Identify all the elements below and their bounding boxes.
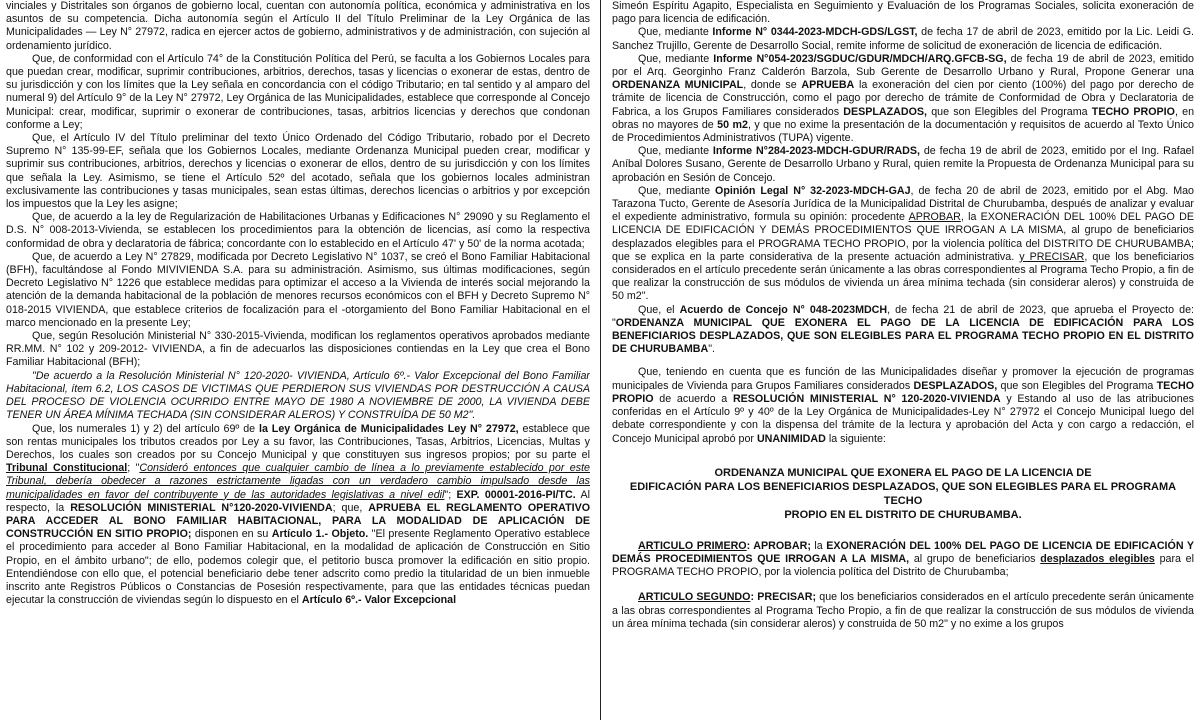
paragraph-rentas-municipales [6,423,590,608]
text-run-bold: DESPLAZADOS, [843,105,928,118]
text-run-bold: APRUEBA EL REGLAMENTO OPERATIVO PARA ACCEDER AL BONO FAMILIAR HABITACIONAL, PARA LA MODALIDAD DE APLICACIÓN DE CONSTRUCCIÓN EN SITIO PROPIO; [6,501,590,541]
text-run-bold: Acuerdo de Concejo N° 048-2023MDCH [679,303,888,316]
article-heading: ARTICULO PRIMERO [638,539,747,552]
paragraph-solicitud: Simeón Espíritu Agapito, Especialista en Seguimiento y Evaluación de los Programas Sociales, solicita exoneración de pago para licencia de edificación. [612,0,1194,26]
text-run-bold: RESOLUCIÓN MINISTERIAL N° 120-2020-VIVIENDA [732,392,1001,405]
text-run: de fecha 19 de abril de 2023, emitido por el Ing. Rafael Aníbal Dolores Susano, Gerente de Desarrollo Urbano y Rural, quien remite la Propuesta de Ordenanza Municipal para su aprobación en Sesión de Concejo. [612,145,1194,184]
text-run-bold: TECHO PROPIO [1091,105,1175,118]
text-run: , la EXONERACIÓN DEL 100% DEL PAGO DE LICENCIA DE EDIFICACIÓN Y DEMÁS PROCEDIMIENTOS QUE IRROGAN A LA MISMA, al grupo de beneficiarios desplazados elegibles para el PROGRAMA TECHO PROPIO, por la violencia política del DISTRITO DE CHURUBAMBA; que se explica en la parte considerativa de la presente actuación administrativa. [612,211,1194,263]
text-run: "El presente Reglamento Operativo establece el procedimiento para acceder al Bono Familiar Habitacional, en la modalidad de aplicación de Construcción en Sitio Propio, en el ámbito urbano"; de ello, podemos colegir que, el petitorio busca promover la edificación en sitio propio. Entendiéndose con ello que, el potencial beneficiario debe tener adscrito como predio la titularidad de un bien inmueble inscrito ante Registros Públicos o Constancias de Posesión respectivamente, para que las entidades técnicas puedan ejecutar la construcción de viviendas según lo dispuesto en el [6,528,590,607]
text-run-bold: : PRECISAR; [750,591,817,604]
text-run: la [810,539,827,552]
text-run: , que los beneficiarios considerados en el artículo precedente serán únicamente a las obras correspondientes al Programa Techo Propio, a fin de que realizar la construcción de sus módulos de vivienda un área mínima techada (sin considerar aleros) y construida de 50 m2". [612,250,1194,303]
spacer [612,579,1194,591]
paragraph-codigo-tributario: Que, el Artículo IV del Título preliminar del texto Único Ordenado del Código Tributario, robado por el Decreto Supremo N° 135-99-EF, señala que los Gobiernos Locales, mediante Ordenanza Municipal pueden crear, modificar y suprimir sus contribuciones, arbitrios, derechos y licencias o exonerar de ellos, dentro de su jurisdicción y con los límites que señala la Ley. Asimismo, se tiene el Artículo 52º del acotado, señala que los gobiernos locales administran exclusivamente las contribuciones y tasas municipales, sean estas últimas, derechos licencias o arbitrios y por excepción los impuestos que la Ley les asigne; [6,132,590,211]
text-run: , de fecha 21 de abril de 2023, que aprueba el Proyecto de: " [612,303,1194,329]
text-run: ; que, [332,501,369,514]
paragraph-informe-054 [612,53,1194,145]
text-run-bold: : APROBAR; [746,539,811,552]
text-run-bold: Artículo 1.- Objeto. [271,528,369,541]
text-run: que los beneficiarios considerados en el artículo precedente serán únicamente a las obras correspondientes al Programa Techo Propio, a fin de que realizar la construcción de sus módulos de vivienda un área mínima techada (sin considerar aleros) y construida de 50 m2" y no exime a los grupos [612,591,1194,630]
text-run: , de fecha 20 de abril de 2023, emitido por el Abg. Mao Tarazona Tucto, Gerente de Asesoría Jurídica de la Municipalidad Distrital de Churubamba, después de analizar y evaluar el expediente administrativo, formula su opinión: procedente [612,184,1194,224]
paragraph-ley-27829: Que, de acuerdo a Ley N° 27829, modificada por Decreto Legislativo N° 1037, se creó el Bono Familiar Habitacional (BFH), facultándose al Fondo MIVIVIENDA S.A. para su administración. Asimismo, sus últimas modificaciones, según Decreto Legislativo N° 1226 que establece medidas para optimizar el acceso a la Vivienda de interés social mejorando la atención de la demanda habitacional de la población de menores recursos económicos con el BFH y Decreto Supremo N° 018-2015 VIVIENDA, que establece criterios de focalización para el -otorgamiento del Bono Familiar Habitacional en el marco mencionado en la presente Ley; [6,250,590,329]
text-run: Que, mediante [638,52,714,65]
quote-rm-120: "De acuerdo a la Resolución Ministerial N° 120-2020- VIVIENDA, Artículo 6º.- Valor Excepcional del Bono Familiar Habitacional, ítem 6.2, LOS CASOS DE VICTIMAS QUE PERDIERON SUS VIVIENDAS POR DESTRUCCIÓN A CAUSA DEL PROCESO DE VIOLENCIA OCURRIDO ENTRE MAYO DE 1980 A NOVIEMBRE DE 2000, LA VIVIENDA DEBE TENER UN ÁREA MÍNIMA TECHADA (SIN CONSIDERAR ALEROS) Y CONSTRUÍDA DE 50 M2". [6,369,590,422]
paragraph-ley-29090: Que, de acuerdo a la ley de Regularización de Habilitaciones Urbanas y Edificaciones N° 29090 y su Reglamento el D.S. N° 008-2013-Vivienda, se establecen los procedimientos para la obtención de licencias, así como la respectiva conformidad de obra y declaratoria de fábrica; concordante con lo establecido en el Artículo 47' y 50' de la norma acotada; [6,211,590,250]
text-run: Al respecto, la [6,488,590,514]
text-run: al grupo de beneficiarios [909,552,1041,565]
text-run: establece que son rentas municipales los tributos creados por Ley a su favor, las Contribuciones, Tasas, Arbitrios, Licencias, Multas y Derechos, los cuales son creados por su Concejo Municipal y que constituyen sus ingresos propios; por su parte el [6,422,590,461]
text-run-underlined: y PRECISAR [1019,250,1085,263]
text-run-bold: APRUEBA [801,79,855,92]
text-run: que son Elegibles del Programa [997,379,1157,392]
text-run: Que, los numerales 1) y 2) del artículo 69º de [32,422,259,435]
text-run-underlined: APROBAR [908,211,961,224]
paragraph-rm-330: Que, según Resolución Ministerial N° 330-2015-Vivienda, modifican los reglamentos operativos aprobados mediante RR.MM. N° 102 y 209-2012- VIVIENDA, a fin de adecuarlos las disposiciones contiendas en la Ley que crea el Bono Familiar Habitacional (BFH); [6,330,590,369]
text-run-bold: desplazados elegibles [1040,552,1155,565]
text-run-bold: ORDENANZA MUNICIPAL [612,79,744,92]
text-run: ; " [127,462,140,475]
paragraph-acuerdo-concejo [612,304,1194,357]
text-run: la exoneración del cien por ciento (100%) del pago por derecho de trámite de licencia de Construcción, como el pago por derecho de trámite de Conformidad de Obra y Declaratoria de Fabrica, a los Grupos Familiares considerados [612,79,1194,118]
right-column [612,0,1194,720]
text-run: y Estando al uso de las atribuciones conferidas en el Artículo 9º y 40º de la Ley Orgánica de Municipalidades-Ley N° 27972 el Concejo Municipal luego del debate correspondiente y con la dispensa del trámite de la lectura y aprobación del Acta y con cargo a redacción, el Concejo Municipal aprobó por [612,392,1194,445]
text-run: Que, mediante [638,26,713,39]
article-primero [612,540,1194,580]
article-segundo [612,591,1194,631]
column-divider [600,0,601,720]
text-run: , y que no exime la presentación de la documentación y requisitos de acuerdo al Texto Único de Procedimientos Administrativos (TUPA) vigente. [612,118,1194,145]
paragraph-funcion-municipal [612,366,1194,445]
text-run: Que, teniendo en cuenta que es función de las Municipalidades diseñar y promover la ejecución de programas municipales de Vivienda para Grupos Familiares considerados [612,366,1194,392]
text-run: Que, mediante [638,184,716,197]
text-run-bold: RESOLUCIÓN MINISTERIAL N°120-2020-VIVIENDA [70,501,333,514]
text-run-bold: Informe N°054-2023/SGDUC/GDUR/MDCH/ARQ.GFCB-SG, [713,52,1007,65]
text-run-bold: Opinión Legal N° 32-2023-MDCH-GAJ [715,184,911,197]
text-run: la siguiente: [825,432,886,445]
text-run: Que, el [638,303,680,316]
ordinance-title-line: EDIFICACIÓN PARA LOS BENEFICIARIOS DESPLAZADOS, QUE SON ELEGIBLES PARA EL PROGRAMA TECHO [629,480,1177,507]
text-run-bold: Informe N° 0344-2023-MDCH-GDS/LGST, [712,26,918,39]
text-run-bold: ORDENANZA MUNICIPAL QUE EXONERA EL PAGO DE LA LICENCIA DE EDIFICACIÓN PARA LOS BENEFICIARIOS DESPLAZADOS, QUE SON ELEGIBLES PARA EL PROGRAMA TECHO PROPIO EN EL DISTRITO DE CHURUBAMBA [612,316,1194,356]
text-run: ". [708,343,715,356]
text-run-bold: UNANIMIDAD [756,432,826,445]
paragraph-informe-0344 [612,26,1194,52]
text-run: que son Elegibles del Programa [927,105,1092,118]
text-run-bold: DESPLAZADOS, [913,379,998,392]
text-run-bold: Artículo 6º.- Valor Excepcional [301,594,457,607]
text-run-bold: Tribunal Constitucional [6,462,128,475]
text-run-bold: EXP. 00001-2016-PI/TC. [456,488,576,501]
text-run-bold: Informe N°284-2023-MDCH-GDUR/RADS, [712,145,920,158]
text-run-bold: 50 m2 [717,118,748,131]
paragraph-autonomia: vinciales y Distritales son órganos de gobierno local, cuentan con autonomía política, económica y administrativa en los asuntos de su competencia. Dicha autonomía según el Artículo II del Título Preliminar de la Ley Orgánica de las Municipalidades — Ley N° 27972, radica en ejercer actos de gobierno, administrativos y de administración, con sujeción al ordenamiento jurídico. [6,0,590,52]
text-run-underlined: Consideró entonces que cualquier cambio de línea a lo previamente establecido por este Tribunal, debería obedecer a razones estrictamente ligadas con un verdadero cambio impulsado desde las municipalidades en favor del contribuyente y de las autoridades legislativas a nivel edil [6,462,590,501]
text-run: disponen en su [191,528,272,541]
left-column [6,0,590,720]
paragraph-constitucion: Que, de conformidad con el Artículo 74° de la Constitución Política del Perú, se faculta a los Gobiernos Locales para que puedan crear, modificar, suprimir contribuciones, arbitrios, derechos, tasas y licencias o exonerar de estas, dentro de su jurisdicción y con los límites que la Ley señala en concordancia con el código Tributario; en tal sentido y al amparo del numeral 9) del Artículo 9° de la Ley N° 27972, Ley Orgánica de las Municipalidades, establece que corresponde al Concejo Municipal: crear, modificar, suprimir o exonerar de contribuciones, tasas, arbitrios licencias y derechos que condonan conforme a Ley; [6,52,590,131]
ordinance-title-line: ORDENANZA MUNICIPAL QUE EXONERA EL PAGO DE LA LICENCIA DE [714,466,1092,479]
paragraph-informe-284 [612,145,1194,185]
text-run: de fecha 17 de abril de 2023, emitido por la Lic. Leidi G. Sanchez Trujillo, Gerente de Desarrollo Social, remite informe de solicitud de exoneración de licencia de edificación. [612,26,1194,52]
text-run-bold: la Ley Orgánica de Municipalidades Ley N° 27972, [259,422,519,435]
text-run: de fecha 19 de abril de 2023, emitido por el Arq. Georginho Franz Calderón Barzola, Sub Gerente de Desarrollo Urbano y Rural, Propone Generar una [612,52,1194,79]
text-run: de acuerdo a [653,392,733,405]
text-run: para el PROGRAMA TECHO PROPIO, por la violencia política del Distrito de Churubamba; [612,552,1194,579]
text-run: "; [444,488,457,501]
spacer [612,356,1194,366]
text-run: Que, mediante [638,145,713,158]
ordinance-title [612,466,1194,522]
text-run-bold: TECHO PROPIO [612,379,1194,405]
text-run-bold: EXONERACIÓN DEL 100% DEL PAGO DE LICENCIA DE EDIFICACIÓN Y DEMÁS PROCEDIMIENTOS QUE IRROGAN A LA MISMA, [612,539,1194,565]
ordinance-title-line: PROPIO EN EL DISTRITO DE CHURUBAMBA. [784,508,1022,521]
paragraph-opinion-legal [612,185,1194,304]
article-heading: ARTICULO SEGUNDO [638,591,751,604]
text-run: , donde se [743,79,802,92]
text-run: , en obras no mayores de [612,105,1194,131]
